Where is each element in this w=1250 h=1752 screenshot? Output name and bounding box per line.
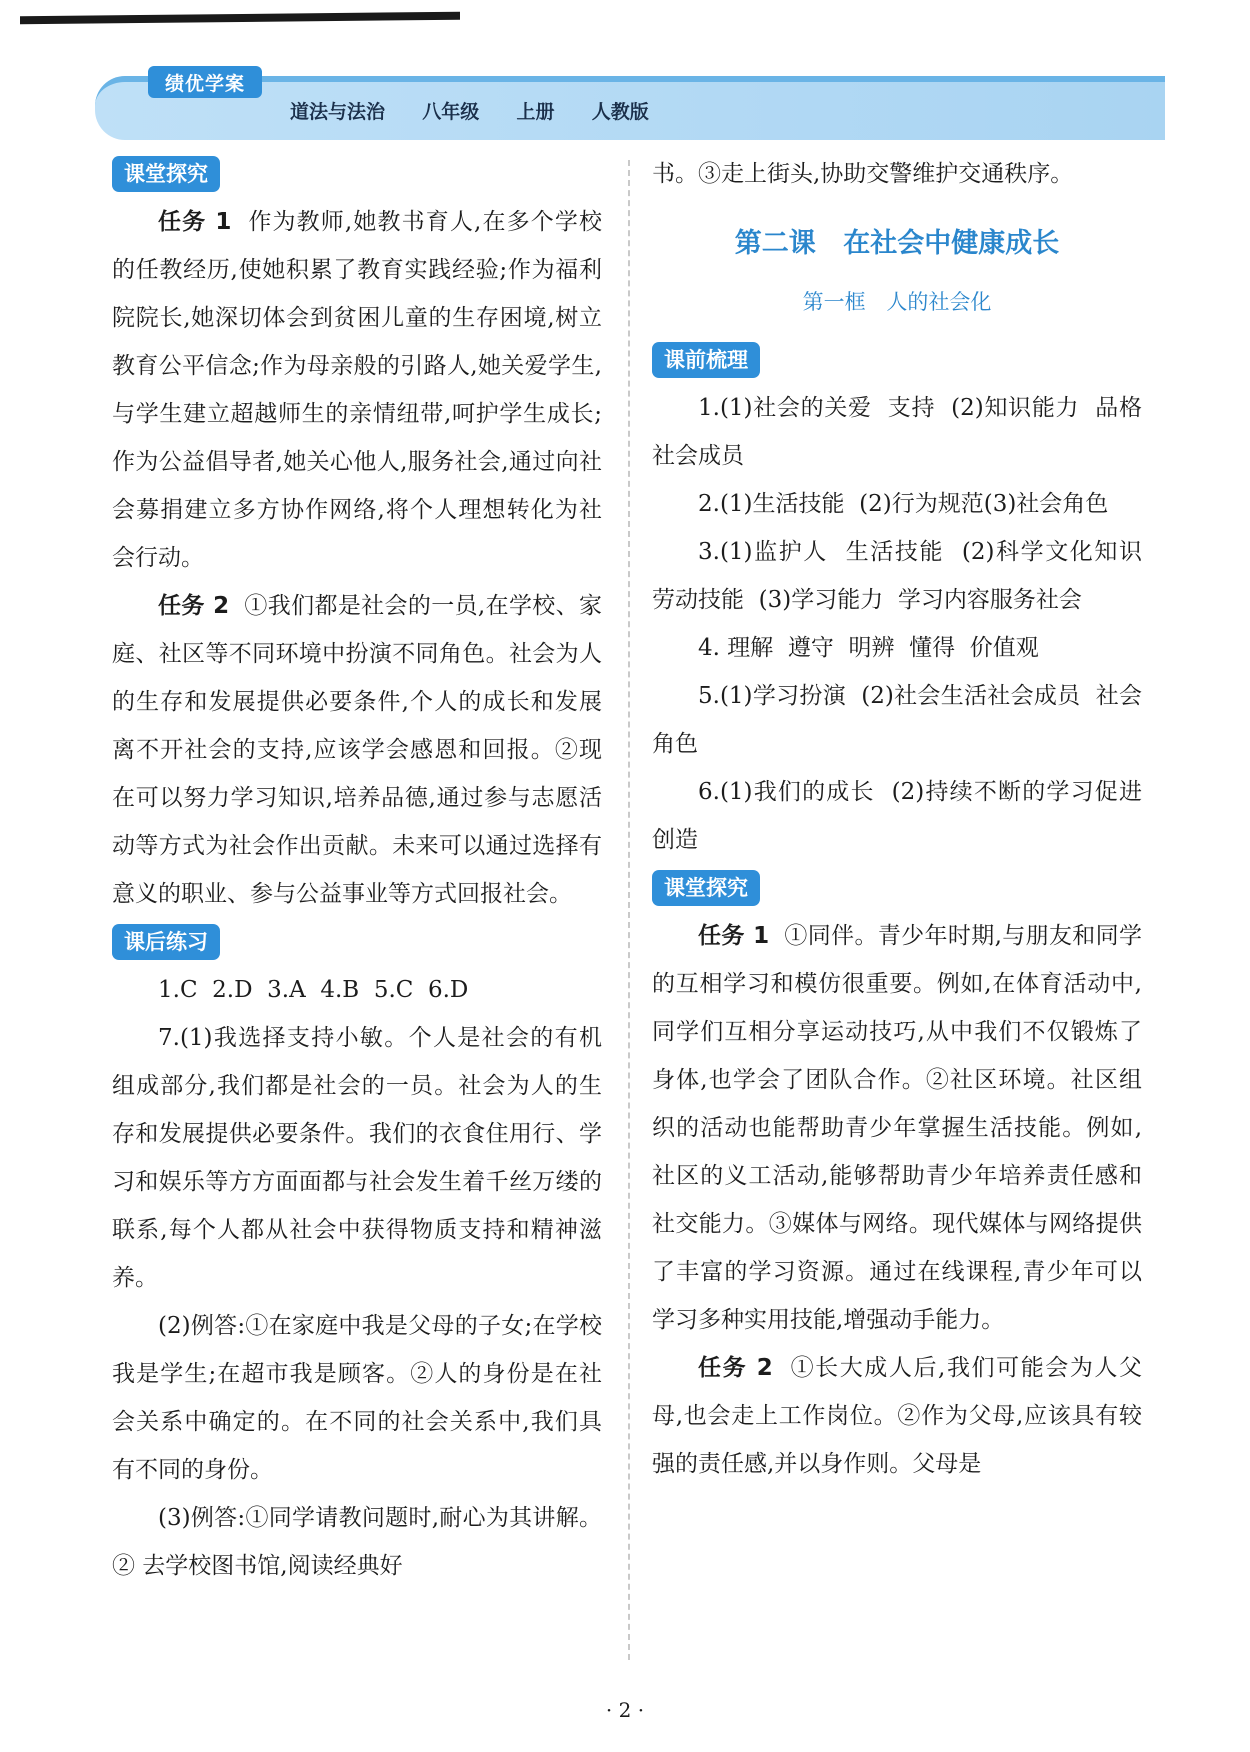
column-divider: [628, 160, 630, 1660]
answer-5: 5.(1)学习扮演 (2)社会生活社会成员 社会角色: [652, 683, 1142, 757]
section-heading-classroom: 课堂探究: [652, 870, 760, 906]
task-label: 任务 2: [698, 1355, 773, 1381]
q7-part1: 7.(1)我选择支持小敏。个人是社会的有机组成部分,我们都是社会的一员。社会为人的生存和发展提供必要条件。我们的衣食住用行、学习和娱乐等方方面面都与社会发生着千丝万缕的联系,每个人都从社会中获得物质支持和精神滋养。: [112, 1025, 602, 1291]
task-label: 任务 1: [158, 209, 232, 235]
right-column: [652, 150, 1157, 1488]
task-text: ①长大成人后,我们可能会为人父母,也会走上工作岗位。②作为父母,应该具有较强的责任感,并以身作则。父母是: [652, 1355, 1143, 1477]
q7-part3: (3)例答:①同学请教问题时,耐心为其讲解。② 去学校图书馆,阅读经典好: [112, 1505, 602, 1579]
answer-2: 2.(1)生活技能 (2)行为规范(3)社会角色: [698, 491, 1109, 517]
left-column: [112, 150, 602, 1590]
section-heading-preview: 课前梳理: [652, 342, 760, 378]
task2-paragraph: [112, 582, 602, 918]
task-label: 任务 1: [698, 923, 770, 949]
task-label: 任务 2: [158, 593, 230, 619]
answer-3: 3.(1)监护人 生活技能 (2)科学文化知识 劳动技能 (3)学习能力 学习内容服务社会: [652, 539, 1157, 613]
choice-answers: 1.C 2.D 3.A 4.B 5.C 6.D: [158, 977, 469, 1003]
task2-paragraph: [652, 1344, 1142, 1488]
task-text: 作为教师,她教书育人,在多个学校的任教经历,使她积累了教育实践经验;作为福利院院长,她深切体会到贫困儿童的生存困境,树立教育公平信念;作为母亲般的引路人,她关爱学生,与学生建立超越师生的亲情纽带,呵护学生成长;作为公益倡导者,她关心他人,服务社会,通过向社会募捐建立多方协作网络,将个人理想转化为社会行动。: [112, 209, 603, 571]
task-text: ①同伴。青少年时期,与朋友和同学的互相学习和模仿很重要。例如,在体育活动中,同学们互相分享运动技巧,从中我们不仅锻炼了身体,也学会了团队合作。②社区环境。社区组织的活动也能帮助青少年掌握生活技能。例如,社区的义工活动,能够帮助青少年培养责任感和社交能力。③媒体与网络。现代媒体与网络提供了丰富的学习资源。通过在线课程,青少年可以学习多种实用技能,增强动手能力。: [652, 923, 1143, 1333]
frame-title: 第一框 人的社会化: [802, 290, 992, 314]
q7-part2: (2)例答:①在家庭中我是父母的子女;在学校我是学生;在超市我是顾客。②人的身份是在社会关系中确定的。在不同的社会关系中,我们具有不同的身份。: [112, 1313, 602, 1483]
top-scan-edge: [20, 12, 460, 25]
section-heading-classroom: 课堂探究: [112, 156, 220, 192]
task-text: ①我们都是社会的一员,在学校、家庭、社区等不同环境中扮演不同角色。社会为人的生存和发展提供必要条件,个人的成长和发展离不开社会的支持,应该学会感恩和回报。②现在可以努力学习知识,培养品德,通过参与志愿活动等方式为社会作出贡献。未来可以通过选择有意义的职业、参与公益事业等方式回报社会。: [112, 593, 603, 907]
section-heading-exercises: 课后练习: [112, 924, 220, 960]
lesson-title: 第二课 在社会中健康成长: [734, 228, 1060, 259]
continued-text: 书。③走上街头,协助交警维护交通秩序。: [652, 161, 1074, 187]
task1-paragraph: [652, 912, 1142, 1344]
task1-paragraph: [112, 198, 602, 582]
book-title: 道法与法治 八年级 上册 人教版: [290, 101, 649, 123]
answer-6: 6.(1)我们的成长 (2)持续不断的学习促进 创造: [652, 779, 1157, 853]
answer-4: 4. 理解 遵守 明辨 懂得 价值观: [698, 635, 1039, 661]
page-number: · 2 ·: [605, 1698, 645, 1722]
answer-1: 1.(1)社会的关爱 支持 (2)知识能力 品格 社会成员: [652, 395, 1157, 469]
brand-tab: 绩优学案: [148, 66, 262, 98]
